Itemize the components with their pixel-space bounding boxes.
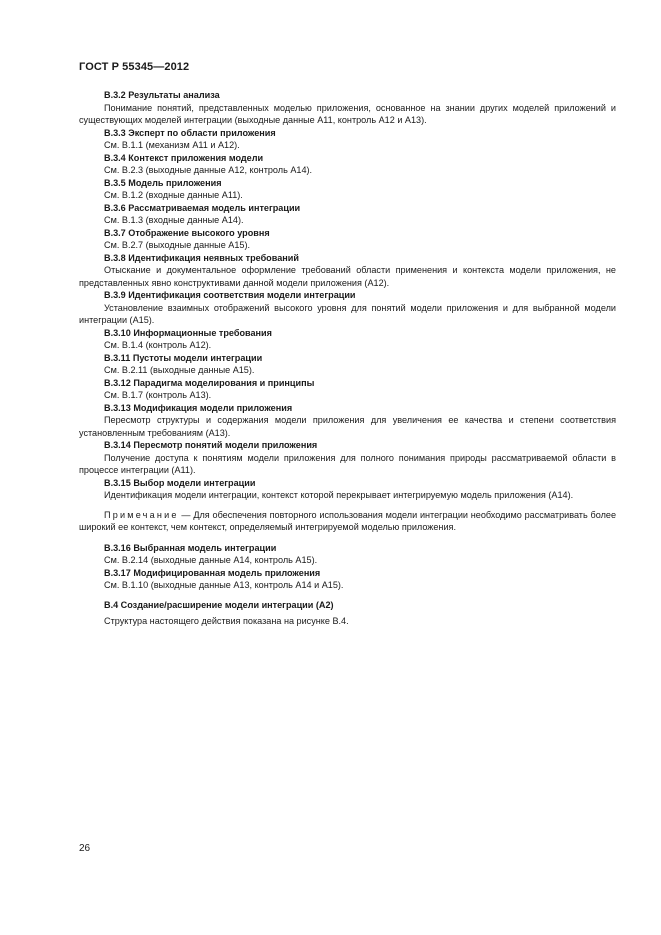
subsection-heading: В.3.3 Эксперт по области приложения: [104, 127, 276, 138]
subsection-paragraph: См. В.1.2 (входные данные А11).: [104, 190, 243, 200]
subsection-heading: В.3.16 Выбранная модель интеграции: [104, 542, 277, 553]
note-text: — Для обеспечения повторного использования модели интеграции необходимо рассматривать более широкий ее контекст, чем контекст, определяемый интегрируемой моделью приложения.: [79, 509, 616, 532]
subsection-heading: В.3.4 Контекст приложения модели: [104, 152, 264, 163]
subsections-list: [79, 89, 616, 502]
section-heading-b4: В.4 Создание/расширение модели интеграции (А2): [104, 599, 334, 610]
note-paragraph: [79, 509, 616, 534]
subsection-paragraph: Идентификация модели интеграции, контекст которой перекрывает интегрируемую модель приложения (А14).: [104, 490, 574, 500]
subsection-paragraph: См. В.2.7 (выходные данные А15).: [104, 240, 251, 250]
document-body: [79, 89, 616, 628]
subsection-paragraph: См. В.2.11 (выходные данные А15).: [104, 365, 255, 375]
subsections-list-continued: [79, 542, 616, 592]
subsection-paragraph: См. В.1.7 (контроль А13).: [104, 390, 212, 400]
subsection-heading: В.3.8 Идентификация неявных требований: [104, 252, 299, 263]
subsection-heading: В.3.2 Результаты анализа: [104, 90, 220, 100]
subsection-heading: В.3.9 Идентификация соответствия модели интеграции: [104, 290, 356, 300]
subsection-paragraph: См. В.1.4 (контроль А12).: [104, 340, 212, 350]
subsection-paragraph: Установление взаимных отображений высокого уровня для понятий модели приложения и для выбранной модели интеграции (А15).: [79, 302, 616, 325]
subsection-heading: В.3.12 Парадигма моделирования и принципы: [104, 377, 315, 388]
subsection-paragraph: Понимание понятий, представленных моделью приложения, основанное на знании других моделей приложений и существующих моделей интеграции (выходные данные А11, контроль А12 и А13).: [79, 102, 616, 125]
section-paragraph-b4: Структура настоящего действия показана на рисунке В.4.: [104, 616, 349, 626]
subsection-paragraph: Получение доступа к понятиям модели приложения для полного понимания природы рассматриваемой области в процессе интеграции (А11).: [79, 452, 616, 475]
subsection-paragraph: Отыскание и документальное оформление требований области применения и контекста модели приложения, не представленных явно конструктивами данной модели приложения (А12).: [79, 265, 616, 288]
subsection-paragraph: См. В.1.10 (выходные данные А13, контроль А14 и А15).: [104, 580, 344, 590]
subsection-paragraph: См. В.2.14 (выходные данные А14, контроль А15).: [104, 555, 318, 565]
subsection-heading: В.3.15 Выбор модели интеграции: [104, 477, 256, 488]
subsection-heading: В.3.13 Модификация модели приложения: [104, 402, 293, 413]
subsection-paragraph: Пересмотр структуры и содержания модели приложения для увеличения ее качества и степени соответствия установленным требованиям (А13).: [79, 415, 616, 438]
subsection-heading: В.3.5 Модель приложения: [104, 177, 222, 188]
subsection-paragraph: См. В.1.3 (входные данные А14).: [104, 215, 244, 225]
subsection-heading: В.3.6 Рассматриваемая модель интеграции: [104, 202, 301, 213]
subsection-paragraph: См. В.2.3 (выходные данные А12, контроль А14).: [104, 165, 313, 175]
note-label: Примечание: [104, 509, 179, 520]
document-header: ГОСТ Р 55345—2012: [79, 61, 190, 73]
subsection-heading: В.3.17 Модифицированная модель приложения: [104, 567, 321, 578]
subsection-heading: В.3.10 Информационные требования: [104, 327, 272, 338]
subsection-heading: В.3.7 Отображение высокого уровня: [104, 227, 270, 238]
subsection-heading: В.3.14 Пересмотр понятий модели приложения: [104, 440, 318, 450]
subsection-paragraph: См. В.1.1 (механизм А11 и А12).: [104, 140, 240, 150]
subsection-heading: В.3.11 Пустоты модели интеграции: [104, 352, 263, 363]
page-number: 26: [79, 843, 91, 854]
